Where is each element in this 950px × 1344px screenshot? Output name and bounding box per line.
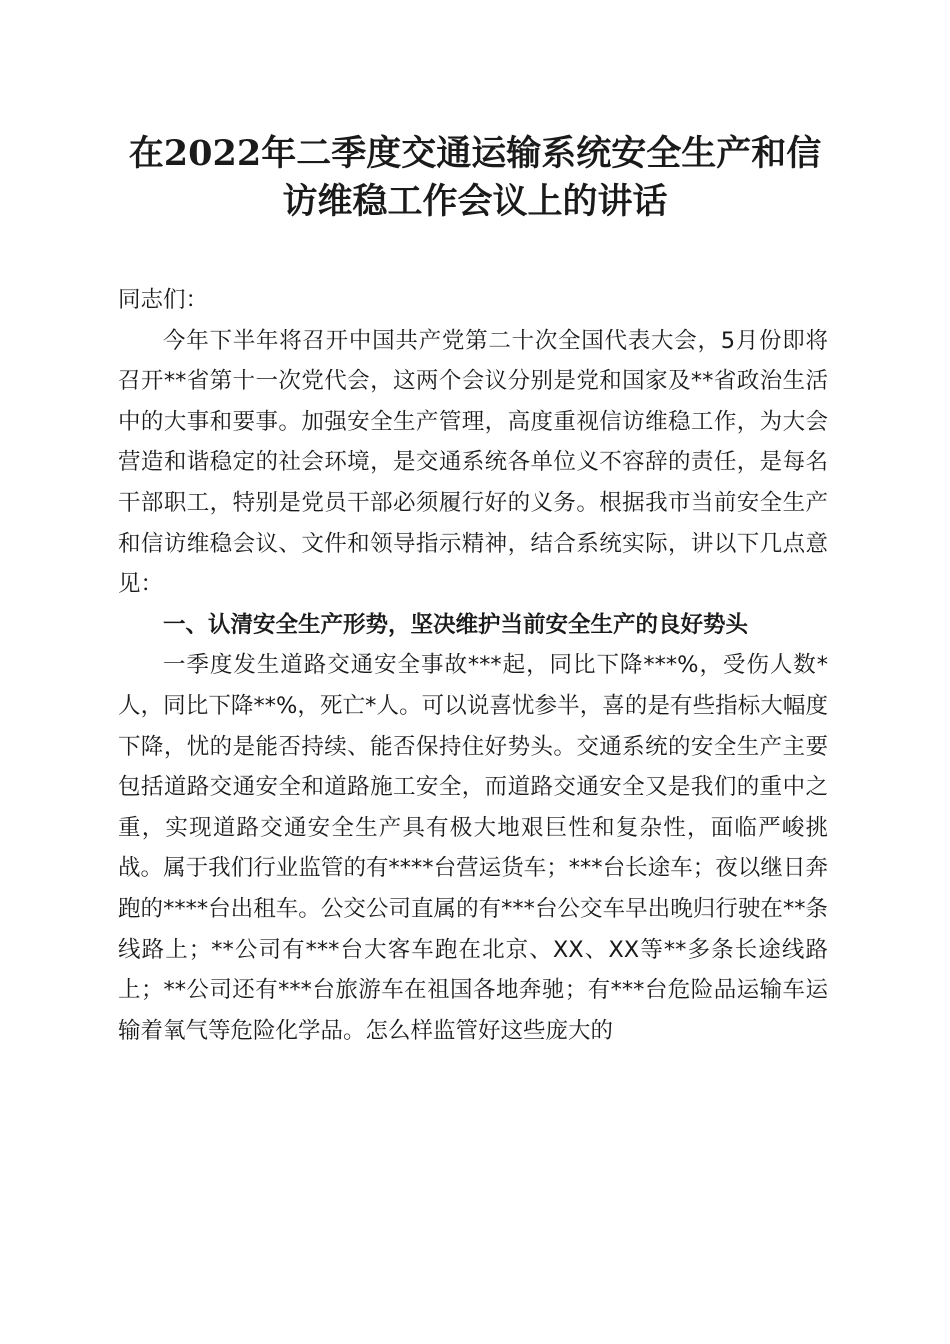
section-paragraph: 一季度发生道路交通安全事故***起，同比下降***%，受伤人数*人，同比下降**%，死亡*人。可以说喜忧参半，喜的是有些指标大幅度下降，忧的是能否持续、能否保持住好势头。交通系统的安全生产主要包括道路交通安全和道路施工安全，而道路交通安全又是我们的重中之重，实现道路交通安全生产具有极大地艰巨性和复杂性，面临严峻挑战。属于我们行业监管的有****台营运货车；***台长途车；夜以继日奔跑的****台出租车。公交公司直属的有***台公交车早出晚归行驶在**条线路上；**公司有***台大客车跑在北京、XX、XX等**多条长途线路上；**公司还有***台旅游车在祖国各地奔驰；有***台危险品运输车运输着氧气等危险化学品。怎么样监管好这些庞大的 — [118, 652, 828, 1044]
title-line-2: 访维稳工作会议上的讲话 — [282, 181, 668, 222]
document-body — [118, 280, 828, 1051]
title-line-1: 在2022年二季度交通运输系统安全生产和信 — [128, 133, 822, 174]
document-title — [100, 130, 850, 226]
intro-paragraph: 今年下半年将召开中国共产党第二十次全国代表大会，5月份即将召开**省第十一次党代会，这两个会议分别是党和国家及**省政治生活中的大事和要事。加强安全生产管理，高度重视信访维稳工作，为大会营造和谐稳定的社会环境，是交通系统各单位义不容辞的责任，是每名干部职工，特别是党员干部必须履行好的义务。根据我市当前安全生产和信访维稳会议、文件和领导指示精神，结合系统实际，讲以下几点意见： — [118, 327, 828, 598]
greeting: 同志们： — [118, 287, 209, 313]
section-heading: 一、认清安全生产形势，坚决维护当前安全生产的良好势头 — [163, 611, 749, 638]
